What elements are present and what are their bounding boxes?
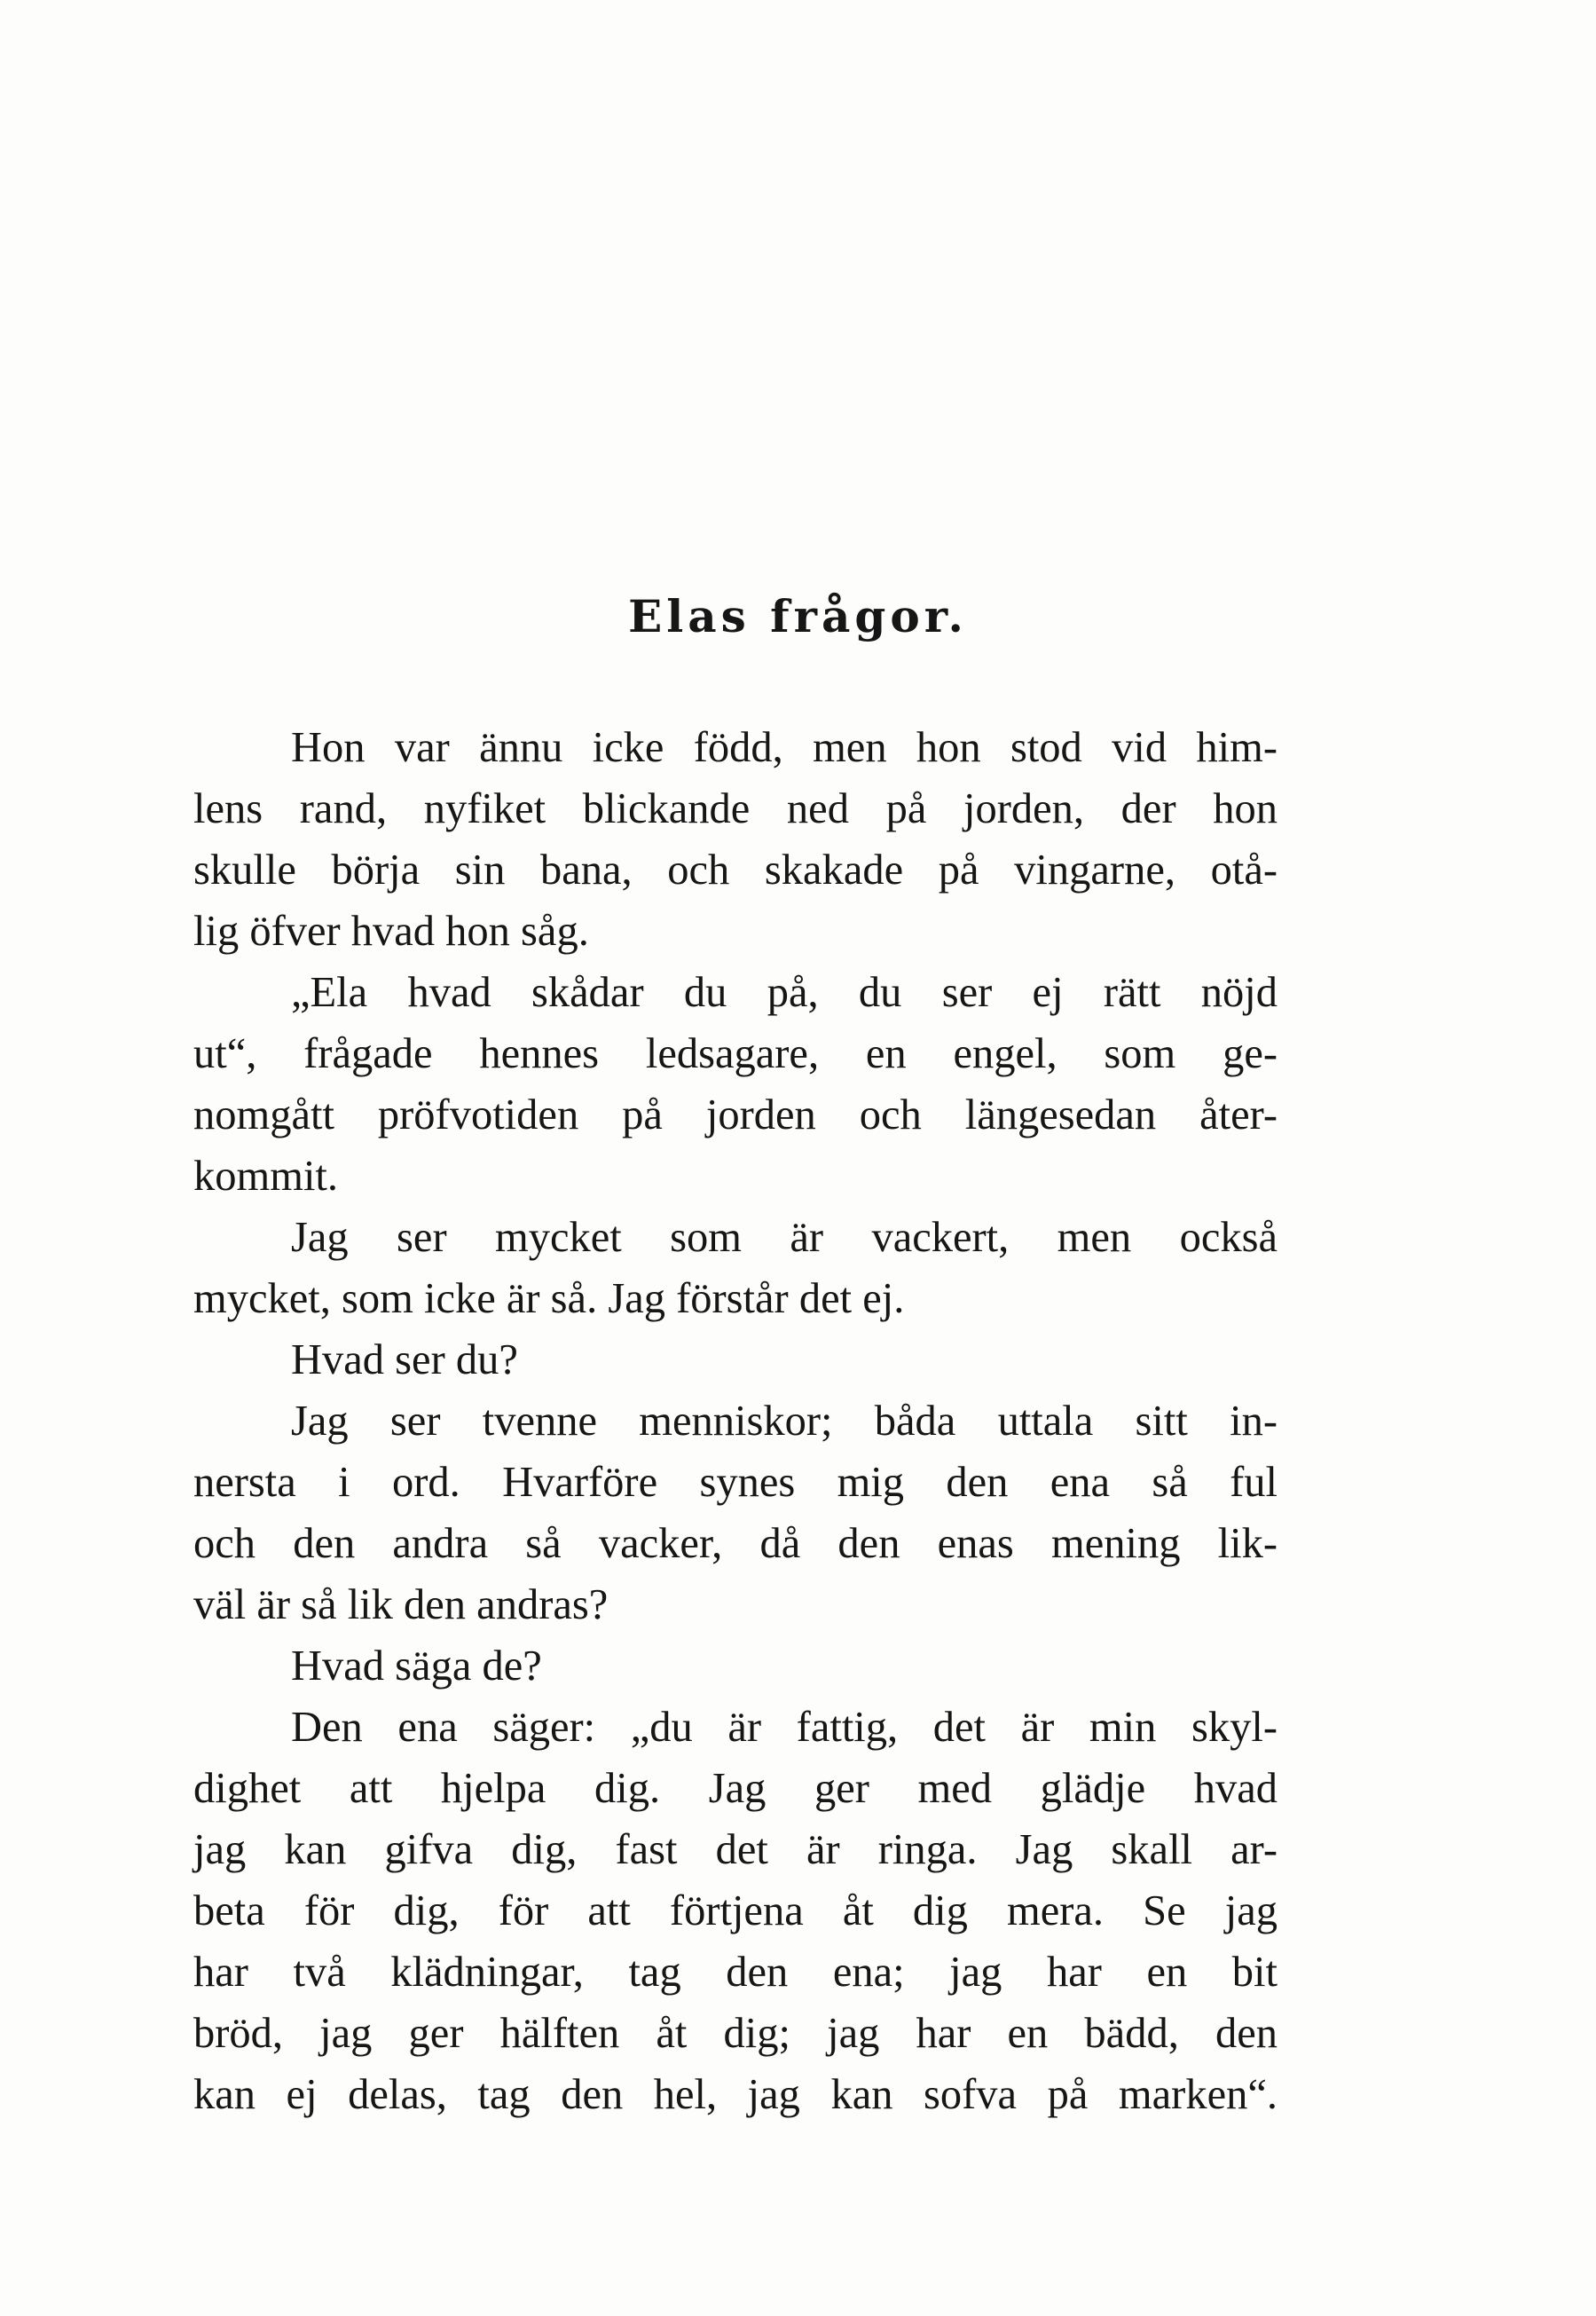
chapter-title: Elas frågor.: [628, 590, 968, 642]
text-line: Jag ser tvenne menniskor; båda uttala sitt in-: [291, 1398, 1278, 1445]
text-line: kommit.: [193, 1153, 339, 1200]
text-line: lens rand, nyfiket blickande ned på jorden, der hon: [193, 785, 1278, 832]
text-line: skulle börja sin bana, och skakade på vingarne, otå-: [193, 847, 1278, 894]
text-line: och den andra så vacker, då den enas mening lik-: [193, 1520, 1278, 1567]
text-line: väl är så lik den andras?: [193, 1581, 609, 1628]
text-line: Hon var ännu icke född, men hon stod vid him-: [291, 724, 1278, 771]
text-line: bröd, jag ger hälften åt dig; jag har en bädd, den: [193, 2010, 1278, 2057]
text-line: nomgått pröfvotiden på jorden och längesedan åter-: [193, 1091, 1278, 1138]
text-line: ut“, frågade hennes ledsagare, en engel, som ge-: [193, 1030, 1278, 1077]
text-line: Hvad säga de?: [291, 1642, 542, 1690]
text-line: kan ej delas, tag den hel, jag kan sofva på marken“.: [193, 2071, 1278, 2118]
text-line: beta för dig, för att förtjena åt dig mera. Se jag: [193, 1887, 1278, 1934]
text-line: lig öfver hvad hon såg.: [193, 908, 589, 955]
text-line: mycket, som icke är så. Jag förstår det ej.: [193, 1275, 905, 1322]
text-line: nersta i ord. Hvarföre synes mig den ena så ful: [193, 1459, 1278, 1506]
chapter-body: [193, 717, 1278, 2125]
text-line: har två klädningar, tag den ena; jag har en bit: [193, 1949, 1278, 1996]
text-line: dighet att hjelpa dig. Jag ger med glädje hvad: [193, 1765, 1278, 1812]
text-line: „Ela hvad skådar du på, du ser ej rätt nöjd: [291, 969, 1278, 1016]
text-line: Jag ser mycket som är vackert, men också: [291, 1214, 1278, 1261]
text-line: jag kan gifva dig, fast det är ringa. Jag skall ar-: [193, 1826, 1278, 1873]
text-line: Hvad ser du?: [291, 1336, 518, 1383]
text-line: Den ena säger: „du är fattig, det är min skyl-: [291, 1704, 1278, 1751]
